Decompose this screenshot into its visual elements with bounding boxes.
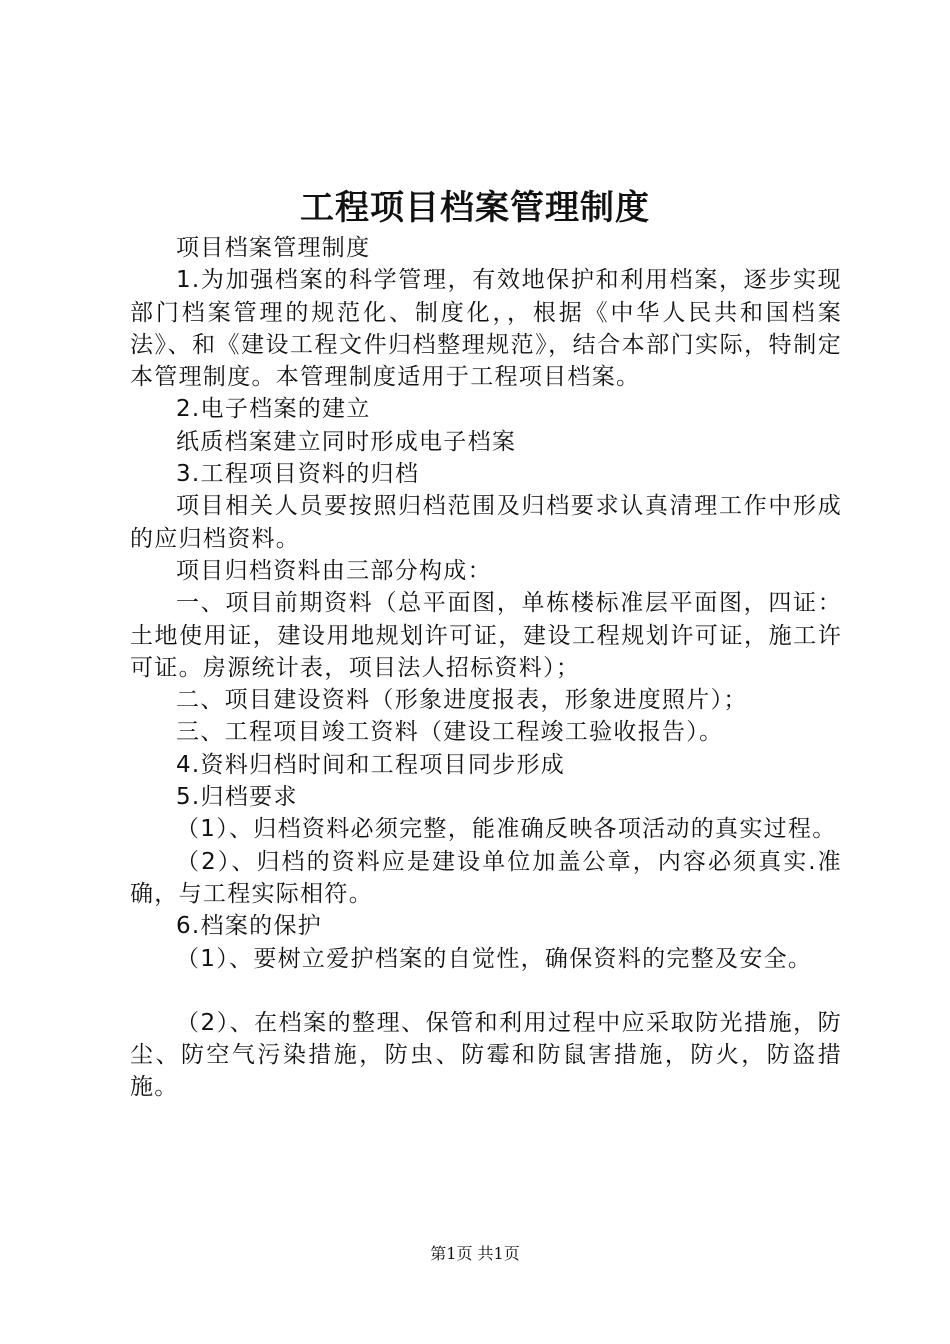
paragraph-section-6-item-2: （2）、在档案的整理、保管和利用过程中应采取防光措施，防尘、防空气污染措施，防虫、防霉和防鼠害措施，防火，防盗措施。 [130,1009,842,1101]
paragraph-section-5-item-2: （2）、归档的资料应是建设单位加盖公章，内容必须真实.准确，与工程实际相符。 [130,848,842,907]
paragraph-part-3: 三、工程项目竣工资料（建设工程竣工验收报告）。 [176,719,724,746]
paragraph-section-2-heading: 2.电子档案的建立 [176,396,371,423]
paragraph-section-4: 4.资料归档时间和工程项目同步形成 [176,751,566,778]
paragraph-section-1: 1.为加强档案的科学管理，有效地保护和利用档案，逐步实现部门档案管理的规范化、制度化，，根据《中华人民共和国档案法》、和《建设工程文件归档整理规范》，结合本部门实际，特制定本管理制度。本管理制度适用于工程项目档案。 [130,267,842,391]
document-title: 工程项目档案管理制度 [300,188,650,228]
paragraph-part-1: 一、项目前期资料（总平面图，单栋楼标准层平面图，四证：土地使用证，建设用地规划许可证，建设工程规划许可证，施工许可证。房源统计表，项目法人招标资料）； [130,590,842,681]
paragraph-heading: 项目档案管理制度 [176,235,371,261]
page-footer: 第1页 共1页 [430,1244,520,1263]
paragraph-section-6-heading: 6.档案的保护 [176,913,323,940]
paragraph-section-3-heading: 3.工程项目资料的归档 [176,461,420,488]
paragraph-section-3-body: 项目相关人员要按照归档范围及归档要求认真清理工作中形成的应归档资料。 [130,493,842,552]
paragraph-section-5-item-1: （1）、归档资料必须完整，能准确反映各项活动的真实过程。 [176,816,837,843]
paragraph-part-2: 二、项目建设资料（形象进度报表，形象进度照片）； [176,687,748,714]
paragraph-section-3-parts: 项目归档资料由三部分构成： [176,557,492,584]
paragraph-section-5-heading: 5.归档要求 [176,784,298,811]
document-body [130,232,842,1104]
paragraph-section-2-body: 纸质档案建立同时形成电子档案 [176,428,517,455]
paragraph-section-6-item-1: （1）、要树立爱护档案的自觉性，确保资料的完整及安全。 [176,945,813,972]
